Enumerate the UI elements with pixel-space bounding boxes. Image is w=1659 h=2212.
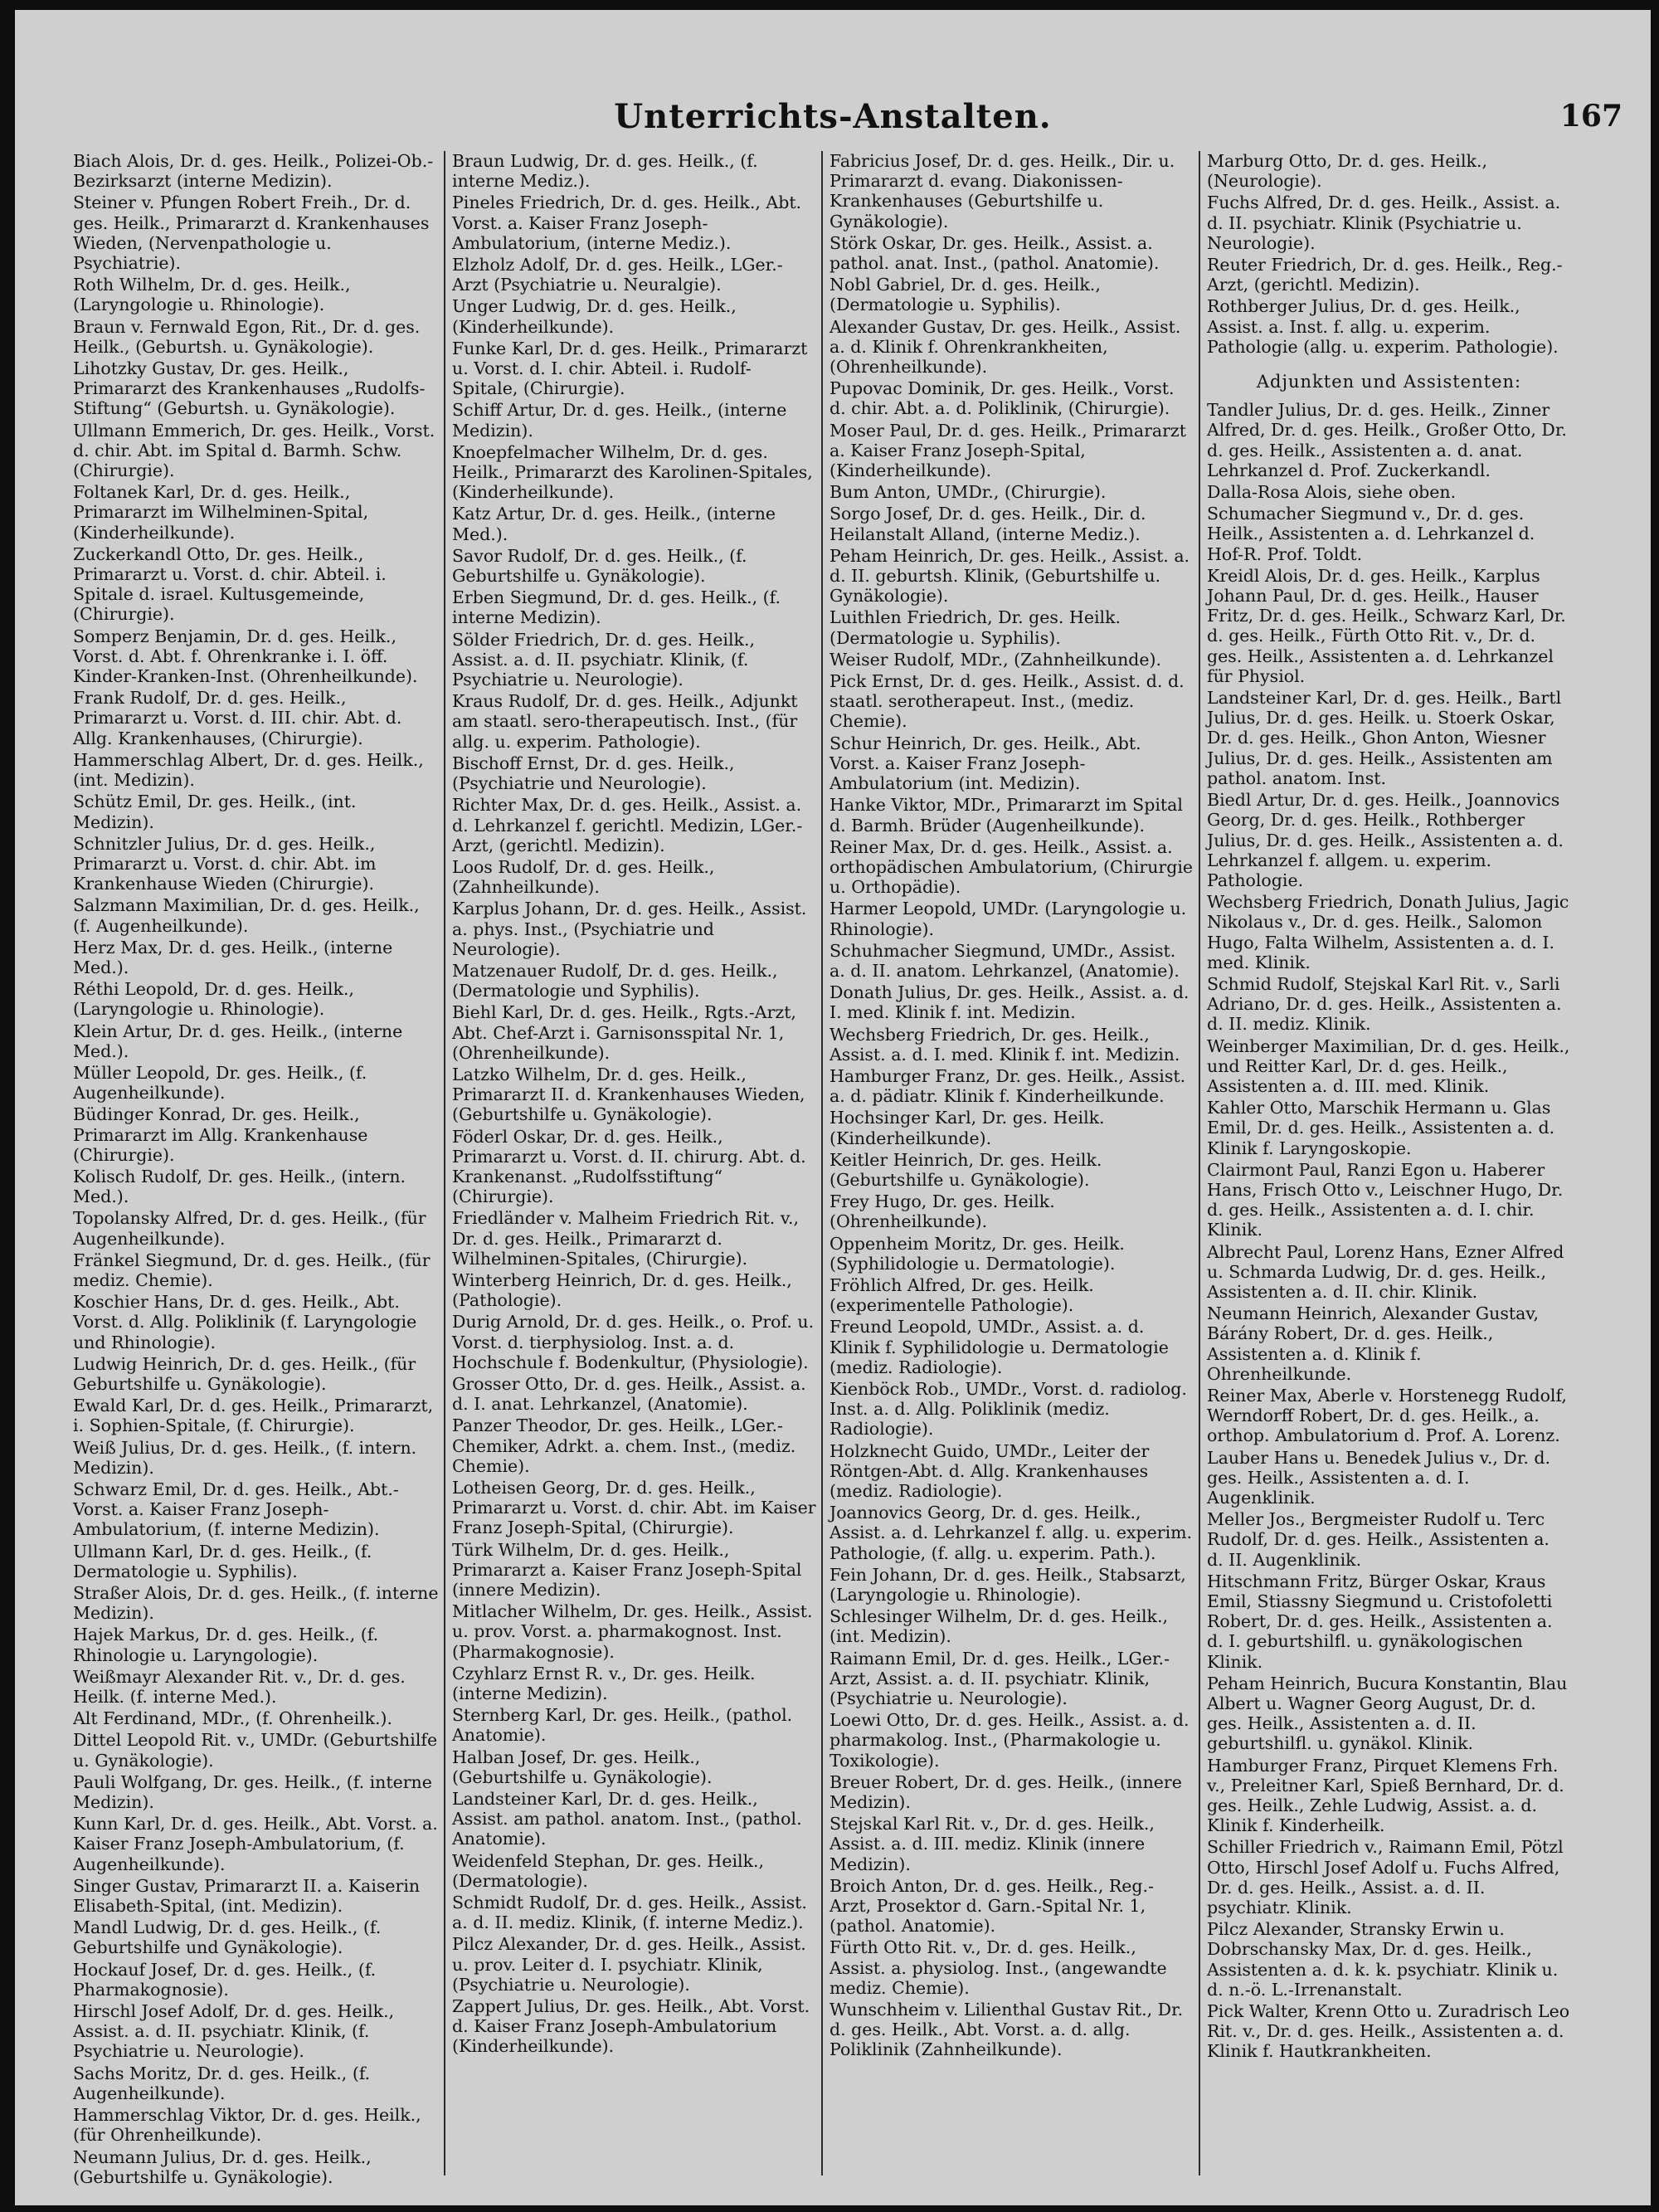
directory-entry: Pauli Wolfgang, Dr. ges. Heilk., (f. interne Medizin). (73, 1771, 432, 1813)
directory-entry: Zuckerkandl Otto, Dr. ges. Heilk., Primararzt u. Vorst. d. chir. Abteil. i. Spitale d. israel. Kultusgemeinde, (Chirurgie). (73, 543, 387, 625)
directory-entry: Marburg Otto, Dr. d. ges. Heilk., (Neurologie). (1207, 151, 1487, 192)
directory-entry: Luithlen Friedrich, Dr. ges. Heilk. (Dermatologie u. Syphilis). (830, 607, 1121, 648)
directory-entry: Stejskal Karl Rit. v., Dr. d. ges. Heilk., Assist. a. d. III. mediz. Klinik (innere Medizin). (830, 1814, 1155, 1874)
directory-entry: Hammerschlag Viktor, Dr. d. ges. Heilk., (für Ohrenheilkunde). (73, 2105, 421, 2146)
directory-entry: Meller Jos., Bergmeister Rudolf u. Terc Rudolf, Dr. d. ges. Heilk., Assistenten a. d. II. Augenklinik. (1207, 1509, 1550, 1570)
directory-entry: Richter Max, Dr. d. ges. Heilk., Assist. a. d. Lehrkanzel f. gerichtl. Medizin, LGer.-Arzt, (gerichtl. Medizin). (452, 795, 803, 855)
directory-entry: Alexander Gustav, Dr. ges. Heilk., Assist. a. d. Klinik f. Ohrenkrankheiten, (Ohrenheilkunde). (830, 316, 1181, 378)
directory-entry: Reiner Max, Aberle v. Horstenegg Rudolf, Werndorff Robert, Dr. d. ges. Heilk., a. orthop. Ambulatorium d. Prof. A. Lorenz. (1207, 1385, 1567, 1446)
directory-entry: Clairmont Paul, Ranzi Egon u. Haberer Hans, Frisch Otto v., Leischner Hugo, Dr. d. ges. Heilk., Assistenten a. d. I. chir. Klinik. (1207, 1159, 1564, 1240)
directory-entry: Kreidl Alois, Dr. d. ges. Heilk., Karplus Johann Paul, Dr. d. ges. Heilk., Hauser Fritz, Dr. d. ges. Heilk., Schwarz Karl, Dr. d. ges. Heilk., Fürth Otto Rit. v., Dr. d. ges. Heilk., Assistenten a. d. Lehrkanzel für Physiol. (1207, 565, 1566, 686)
directory-entry: Schwarz Emil, Dr. d. ges. Heilk., Abt.-Vorst. a. Kaiser Franz Joseph-Ambulatorium, (f. interne Medizin). (73, 1479, 399, 1540)
directory-entry: Loos Rudolf, Dr. d. ges. Heilk., (Zahnheilkunde). (452, 856, 715, 898)
directory-entry: Peham Heinrich, Dr. ges. Heilk., Assist. a. d. II. geburtsh. Klinik, (Geburtshilfe u. Gynäkologie). (830, 545, 1190, 607)
directory-entry: Pupovac Dominik, Dr. ges. Heilk., Vorst. d. chir. Abt. a. d. Poliklinik, (Chirurgie). (830, 378, 1175, 419)
directory-entry: Hamburger Franz, Pirquet Klemens Frh. v., Preleitner Karl, Spieß Bernhard, Dr. d. ges. Heilk., Zehle Ludwig, Assist. a. d. Klinik f. Kinderheilk. (1207, 1755, 1564, 1836)
directory-entry: Straßer Alois, Dr. d. ges. Heilk., (f. interne Medizin). (73, 1583, 439, 1624)
directory-entry: Fröhlich Alfred, Dr. ges. Heilk. (experimentelle Pathologie). (830, 1274, 1094, 1316)
directory-entry: Hamburger Franz, Dr. ges. Heilk., Assist. a. d. pädiatr. Klinik f. Kinderheilkunde. (830, 1065, 1186, 1107)
directory-entry: Wechsberg Friedrich, Donath Julius, Jagic Nikolaus v., Dr. d. ges. Heilk., Salomon Hugo, Falta Wilhelm, Assistenten a. d. I. med. Klinik. (1207, 892, 1569, 972)
directory-entry: Müller Leopold, Dr. ges. Heilk., (f. Augenheilkunde). (73, 1062, 367, 1104)
directory-entry: Joannovics Georg, Dr. d. ges. Heilk., Assist. a. d. Lehrkanzel f. allg. u. experim. Pathologie, (f. allg. u. experim. Path.). (830, 1503, 1193, 1563)
directory-entry: Wunschheim v. Lilienthal Gustav Rit., Dr. d. ges. Heilk., Abt. Vorst. a. d. allg. Poliklinik (Zahnheilkunde). (830, 2000, 1184, 2060)
directory-entry: Kienböck Rob., UMDr., Vorst. d. radiolog. Inst. a. d. Allg. Poliklinik (mediz. Radiologie). (830, 1378, 1187, 1440)
directory-entry: Knoepfelmacher Wilhelm, Dr. d. ges. Heilk., Primararzt des Karolinen-Spitales, (Kinderheilkunde). (452, 441, 813, 503)
directory-entry: Biedl Artur, Dr. d. ges. Heilk., Joannovics Georg, Dr. d. ges. Heilk., Rothberger Julius, Dr. d. ges. Heilk., Assistenten a. d. Lehrkanzel f. allgem. u. experim. Pathologie. (1207, 790, 1564, 890)
directory-entry: Türk Wilhelm, Dr. d. ges. Heilk., Primararzt a. Kaiser Franz Joseph-Spital (innere Medizin). (452, 1539, 802, 1601)
directory-entry: Sölder Friedrich, Dr. d. ges. Heilk., Assist. a. d. II. psychiatr. Klinik, (f. Psychiatrie u. Neurologie). (452, 629, 755, 690)
directory-entry: Elzholz Adolf, Dr. d. ges. Heilk., LGer.-Arzt (Psychiatrie u. Neuralgie). (452, 255, 783, 295)
directory-entry: Lauber Hans u. Benedek Julius v., Dr. d. ges. Heilk., Assistenten a. d. I. Augenklinik. (1207, 1447, 1551, 1508)
directory-entry: Pineles Friedrich, Dr. d. ges. Heilk., Abt. Vorst. a. Kaiser Franz Joseph-Ambulatorium, (interne Mediz.). (452, 192, 802, 253)
page-header (15, 97, 1651, 147)
directory-entry: Donath Julius, Dr. ges. Heilk., Assist. a. d. I. med. Klinik f. int. Medizin. (830, 982, 1190, 1023)
directory-entry: Réthi Leopold, Dr. d. ges. Heilk., (Laryngologie u. Rhinologie). (73, 979, 354, 1020)
directory-entry: Lotheisen Georg, Dr. d. ges. Heilk., Primararzt u. Vorst. d. chir. Abt. im Kaiser Franz Joseph-Spital, (Chirurgie). (452, 1478, 816, 1538)
directory-entry: Weidenfeld Stephan, Dr. ges. Heilk., (Dermatologie). (452, 1850, 765, 1891)
directory-entry: Fein Johann, Dr. d. ges. Heilk., Stabsarzt, (Laryngologie u. Rhinologie). (830, 1564, 1186, 1605)
directory-entry: Hitschmann Fritz, Bürger Oskar, Kraus Emil, Stiassny Siegmund u. Cristofoletti Robert, Dr. d. ges. Heilk., Assistenten a. d. I. geburtshilfl. u. gynäkologischen Klinik. (1207, 1571, 1553, 1672)
directory-entry: Breuer Robert, Dr. d. ges. Heilk., (innere Medizin). (830, 1771, 1182, 1813)
directory-entry: Salzmann Maximilian, Dr. d. ges. Heilk., (f. Augenheilkunde). (73, 895, 420, 936)
directory-entry: Braun v. Fernwald Egon, Rit., Dr. d. ges. Heilk., (Geburtsh. u. Gynäkologie). (73, 316, 421, 357)
directory-entry: Schiff Artur, Dr. d. ges. Heilk., (interne Medizin). (452, 400, 787, 441)
directory-entry: Klein Artur, Dr. d. ges. Heilk., (interne Med.). (73, 1021, 403, 1061)
directory-entry: Hockauf Josef, Dr. d. ges. Heilk., (f. Pharmakognosie). (73, 1959, 377, 2000)
directory-entry: Hochsinger Karl, Dr. ges. Heilk. (Kinderheilkunde). (830, 1108, 1105, 1148)
directory-entry: Topolansky Alfred, Dr. d. ges. Heilk., (für Augenheilkunde). (73, 1208, 426, 1249)
directory-entry: Büdinger Konrad, Dr. ges. Heilk., Primararzt im Allg. Krankenhause (Chirurgie). (73, 1104, 368, 1165)
directory-entry: Dalla-Rosa Alois, siehe oben. (1207, 482, 1457, 503)
directory-entry: Neumann Heinrich, Alexander Gustav, Bárány Robert, Dr. d. ges. Heilk., Assistenten a. d. Klinik f. Ohrenheilkunde. (1207, 1303, 1539, 1384)
directory-entry: Hirschl Josef Adolf, Dr. d. ges. Heilk., Assist. a. d. II. psychiatr. Klinik, (f. Psychiatrie u. Neurologie). (73, 2001, 395, 2062)
directory-entry: Pilcz Alexander, Stransky Erwin u. Dobrschansky Max, Dr. d. ges. Heilk., Assistenten a. d. k. k. psychiatr. Klinik u. d. n.-ö. L.-Irrenanstalt. (1207, 1919, 1559, 2000)
directory-entry: Frank Rudolf, Dr. d. ges. Heilk., Primararzt u. Vorst. d. III. chir. Abt. d. Allg. Krankenhauses, (Chirurgie). (73, 688, 402, 748)
directory-entry: Pick Ernst, Dr. d. ges. Heilk., Assist. d. d. staatl. serotherapeut. Inst., (mediz. Chemie). (830, 671, 1185, 732)
directory-entry: Unger Ludwig, Dr. d. ges. Heilk., (Kinderheilkunde). (452, 296, 737, 337)
directory-entry: Kahler Otto, Marschik Hermann u. Glas Emil, Dr. d. ges. Heilk., Assistenten a. d. Klinik f. Laryngoskopie. (1207, 1098, 1555, 1158)
directory-entry: Schmid Rudolf, Stejskal Karl Rit. v., Sarli Adriano, Dr. d. ges. Heilk., Assistenten a. d. II. mediz. Klinik. (1207, 973, 1562, 1035)
directory-entry: Zappert Julius, Dr. ges. Heilk., Abt. Vorst. d. Kaiser Franz Joseph-Ambulatorium (Kinderheilkunde). (452, 1996, 810, 2057)
directory-entry: Czyhlarz Ernst R. v., Dr. ges. Heilk. (interne Medizin). (452, 1663, 756, 1704)
directory-entry: Halban Josef, Dr. ges. Heilk., (Geburtshilfe u. Gynäkologie). (452, 1747, 713, 1787)
directory-entry: Weiß Julius, Dr. d. ges. Heilk., (f. intern. Medizin). (73, 1437, 417, 1478)
directory-entry: Freund Leopold, UMDr., Assist. a. d. Klinik f. Syphilidologie u. Dermatologie (mediz. Radiologie). (830, 1317, 1169, 1377)
directory-entry: Sachs Moritz, Dr. d. ges. Heilk., (f. Augenheilkunde). (73, 2063, 371, 2103)
directory-entry: Dittel Leopold Rit. v., UMDr. (Geburtshilfe u. Gynäkologie). (73, 1730, 438, 1771)
directory-entry: Bischoff Ernst, Dr. d. ges. Heilk., (Psychiatrie und Neurologie). (452, 753, 735, 794)
directory-entry: Kraus Rudolf, Dr. d. ges. Heilk., Adjunkt am staatl. sero-therapeutisch. Inst., (für allg. u. experim. Pathologie). (452, 691, 798, 752)
directory-entry: Alt Ferdinand, MDr., (f. Ohrenheilk.). (73, 1708, 393, 1729)
directory-entry: Friedländer v. Malheim Friedrich Rit. v., Dr. d. ges. Heilk., Primararzt d. Wilhelminen-Spitales, (Chirurgie). (452, 1208, 800, 1269)
directory-entry: Sorgo Josef, Dr. d. ges. Heilk., Dir. d. Heilanstalt Alland, (interne Mediz.). (830, 504, 1146, 544)
directory-entry: Mandl Ludwig, Dr. d. ges. Heilk., (f. Geburtshilfe und Gynäkologie). (73, 1917, 382, 1958)
directory-entry: Roth Wilhelm, Dr. d. ges. Heilk., (Laryngologie u. Rhinologie). (73, 275, 351, 315)
directory-entry: Landsteiner Karl, Dr. d. ges. Heilk., Assist. am pathol. anatom. Inst., (pathol. Anatomie). (452, 1789, 802, 1849)
directory-entry: Steiner v. Pfungen Robert Freih., Dr. d. ges. Heilk., Primararzt d. Krankenhauses Wieden, (Nervenpathologie u. Psychiatrie). (73, 192, 430, 274)
directory-entry: Schumacher Siegmund v., Dr. d. ges. Heilk., Assistenten a. d. Lehrkanzel d. Hof-R. Prof. Toldt. (1207, 504, 1535, 564)
directory-entry: Fabricius Josef, Dr. d. ges. Heilk., Dir. u. Primararzt d. evang. Diakonissen-Krankenhauses (Geburtshilfe u. Gynäkologie). (830, 151, 1175, 231)
directory-entry: Weinberger Maximilian, Dr. d. ges. Heilk., und Reitter Karl, Dr. d. ges. Heilk., Assistenten a. d. III. med. Klinik. (1207, 1035, 1570, 1096)
directory-entry: Weißmayr Alexander Rit. v., Dr. d. ges. Heilk. (f. interne Med.). (73, 1666, 406, 1708)
page-number: 167 (1559, 99, 1623, 134)
directory-entry: Rothberger Julius, Dr. d. ges. Heilk., Assist. a. Inst. f. allg. u. experim. Pathologie (allg. u. experim. Pathologie). (1207, 296, 1559, 357)
directory-entry: Somperz Benjamin, Dr. d. ges. Heilk., Vorst. d. Abt. f. Ohrenkranke i. I. öff. Kinder-Kranken-Inst. (Ohrenheilkunde). (73, 626, 418, 687)
directory-entry: Schlesinger Wilhelm, Dr. d. ges. Heilk., (int. Medizin). (830, 1606, 1169, 1647)
directory-entry: Foltanek Karl, Dr. d. ges. Heilk., Primararzt im Wilhelminen-Spital, (Kinderheilkunde). (73, 482, 369, 543)
section-heading: Adjunkten und Assistenten: (1256, 372, 1522, 392)
directory-entry: Störk Oskar, Dr. ges. Heilk., Assist. a. pathol. anat. Inst., (pathol. Anatomie). (830, 232, 1160, 274)
running-title: Unterrichts-Anstalten. (614, 97, 1052, 136)
directory-entry: Nobl Gabriel, Dr. d. ges. Heilk., (Dermatologie u. Syphilis). (830, 275, 1101, 315)
directory-entry: Ullmann Karl, Dr. d. ges. Heilk., (f. Dermatologie u. Syphilis). (73, 1541, 372, 1581)
directory-entry: Peham Heinrich, Bucura Konstantin, Blau Albert u. Wagner Georg August, Dr. d. ges. Heilk., Assistenten a. d. II. geburtshilfl. u. gynäkol. Klinik. (1207, 1673, 1568, 1754)
directory-entry: Harmer Leopold, UMDr. (Laryngologie u. Rhinologie). (830, 899, 1187, 939)
directory-entry: Erben Siegmund, Dr. d. ges. Heilk., (f. interne Medizin). (452, 587, 781, 628)
directory-entry: Biach Alois, Dr. d. ges. Heilk., Polizei-Ob.-Bezirksarzt (interne Medizin). (73, 151, 434, 192)
directory-entry: Karplus Johann, Dr. d. ges. Heilk., Assist. a. phys. Inst., (Psychiatrie und Neurologie). (452, 899, 807, 959)
directory-entry: Holzknecht Guido, UMDr., Leiter der Röntgen-Abt. d. Allg. Krankenhauses (mediz. Radiologie). (830, 1440, 1150, 1501)
directory-entry: Oppenheim Moritz, Dr. ges. Heilk. (Syphilidologie u. Dermatologie). (830, 1233, 1125, 1274)
directory-entry: Panzer Theodor, Dr. ges. Heilk., LGer.-Chemiker, Adrkt. a. chem. Inst., (mediz. Chemie). (452, 1415, 796, 1476)
directory-entry: Ludwig Heinrich, Dr. d. ges. Heilk., (für Geburtshilfe u. Gynäkologie). (73, 1353, 416, 1394)
directory-entry: Weiser Rudolf, MDr., (Zahnheilkunde). (830, 649, 1162, 670)
directory-entry: Keitler Heinrich, Dr. ges. Heilk. (Geburtshilfe u. Gynäkologie). (830, 1149, 1102, 1190)
directory-entry: Ewald Karl, Dr. d. ges. Heilk., Primararzt, i. Sophien-Spitale, (f. Chirurgie). (73, 1396, 434, 1436)
directory-entry: Braun Ludwig, Dr. d. ges. Heilk., (f. interne Mediz.). (452, 151, 758, 192)
directory-entry: Schur Heinrich, Dr. ges. Heilk., Abt. Vorst. a. Kaiser Franz Joseph-Ambulatorium (int. Medizin). (830, 733, 1141, 794)
directory-entry: Sternberg Karl, Dr. ges. Heilk., (pathol. Anatomie). (452, 1705, 793, 1746)
directory-entry: Föderl Oskar, Dr. d. ges. Heilk., Primararzt u. Vorst. d. II. chirurg. Abt. d. Krankenanst. „Rudolfsstiftung“ (Chirurgie). (452, 1126, 806, 1207)
directory-entry: Winterberg Heinrich, Dr. d. ges. Heilk., (Pathologie). (452, 1269, 792, 1311)
directory-entry: Kolisch Rudolf, Dr. ges. Heilk., (intern. Med.). (73, 1166, 406, 1207)
directory-entry: Reuter Friedrich, Dr. d. ges. Heilk., Reg.-Arzt, (gerichtl. Medizin). (1207, 255, 1563, 295)
directory-entry: Singer Gustav, Primararzt II. a. Kaiserin Elisabeth-Spital, (int. Medizin). (73, 1875, 421, 1917)
directory-entry: Funke Karl, Dr. d. ges. Heilk., Primararzt u. Vorst. d. I. chir. Abteil. i. Rudolf-Spitale, (Chirurgie). (452, 338, 808, 399)
directory-entry: Katz Artur, Dr. d. ges. Heilk., (interne Med.). (452, 504, 776, 544)
directory-entry: Landsteiner Karl, Dr. d. ges. Heilk., Bartl Julius, Dr. d. ges. Heilk. u. Stoerk Oskar, Dr. d. ges. Heilk., Ghon Anton, Wiesner Julius, Dr. d. ges. Heilk., Assistenten am pathol. anatom. Inst. (1207, 688, 1562, 788)
directory-entry: Neumann Julius, Dr. d. ges. Heilk., (Geburtshilfe u. Gynäkologie). (73, 2146, 372, 2187)
directory-entry: Hanke Viktor, MDr., Primararzt im Spital d. Barmh. Brüder (Augenheilkunde). (830, 795, 1183, 836)
directory-entry: Hammerschlag Albert, Dr. d. ges. Heilk., (int. Medizin). (73, 749, 424, 791)
directory-entry: Grosser Otto, Dr. d. ges. Heilk., Assist. a. d. I. anat. Lehrkanzel, (Anatomie). (452, 1373, 806, 1415)
directory-entry: Tandler Julius, Dr. d. ges. Heilk., Zinner Alfred, Dr. d. ges. Heilk., Großer Otto, Dr. d. ges. Heilk., Assistenten a. d. anat. Lehrkanzel d. Prof. Zuckerkandl. (1207, 400, 1567, 480)
directory-entry: Loewi Otto, Dr. d. ges. Heilk., Assist. a. d. pharmakolog. Inst., (Pharmakologie u. Toxikologie). (830, 1710, 1190, 1771)
directory-entry: Schmidt Rudolf, Dr. d. ges. Heilk., Assist. a. d. II. mediz. Klinik, (f. interne Mediz.). (452, 1893, 807, 1933)
column-1 (66, 151, 444, 2187)
directory-entry: Lihotzky Gustav, Dr. ges. Heilk., Primararzt des Krankenhauses „Rudolfs-Stiftung“ (Geburtsh. u. Gynäkologie). (73, 358, 426, 419)
page-sheet (15, 10, 1651, 2205)
directory-entry: Fränkel Siegmund, Dr. d. ges. Heilk., (für mediz. Chemie). (73, 1250, 431, 1290)
column-3 (821, 151, 1199, 2175)
directory-entry: Moser Paul, Dr. d. ges. Heilk., Primararzt a. Kaiser Franz Joseph-Spital, (Kinderheilkunde). (830, 420, 1186, 481)
directory-entry: Herz Max, Dr. d. ges. Heilk., (interne Med.). (73, 937, 393, 977)
directory-entry: Mitlacher Wilhelm, Dr. ges. Heilk., Assist. u. prov. Vorst. a. pharmakognost. Inst. (Pharmakognosie). (452, 1601, 813, 1662)
directory-entry: Raimann Emil, Dr. d. ges. Heilk., LGer.-Arzt, Assist. a. d. II. psychiatr. Klinik, (Psychiatrie u. Neurologie). (830, 1648, 1170, 1709)
directory-entry: Reiner Max, Dr. d. ges. Heilk., Assist. a. orthopädischen Ambulatorium, (Chirurgie u. Orthopädie). (830, 836, 1194, 898)
directory-entry: Latzko Wilhelm, Dr. d. ges. Heilk., Primararzt II. d. Krankenhauses Wieden, (Geburtshilfe u. Gynäkologie). (452, 1064, 805, 1125)
directory-entry: Albrecht Paul, Lorenz Hans, Ezner Alfred u. Schmarda Ludwig, Dr. d. ges. Heilk., Assistenten a. d. II. chir. Klinik. (1207, 1241, 1564, 1302)
column-4 (1199, 151, 1576, 2175)
directory-entry: Schuhmacher Siegmund, UMDr., Assist. a. d. II. anatom. Lehrkanzel, (Anatomie). (830, 940, 1180, 981)
directory-entry: Koschier Hans, Dr. d. ges. Heilk., Abt. Vorst. d. Allg. Poliklinik (f. Laryngologie und Rhinologie). (73, 1292, 417, 1352)
directory-entry: Pick Walter, Krenn Otto u. Zuradrisch Leo Rit. v., Dr. d. ges. Heilk., Assistenten a. d. Klinik f. Hautkrankheiten. (1207, 2001, 1570, 2062)
directory-entry: Schiller Friedrich v., Raimann Emil, Pötzl Otto, Hirschl Josef Adolf u. Fuchs Alfred, Dr. d. ges. Heilk., Assist. a. d. II. psychiatr. Klinik. (1207, 1837, 1564, 1918)
directory-entry: Schütz Emil, Dr. ges. Heilk., (int. Medizin). (73, 792, 357, 832)
directory-entry: Durig Arnold, Dr. d. ges. Heilk., o. Prof. u. Vorst. d. tierphysiolog. Inst. a. d. Hochschule f. Bodenkultur, (Physiologie). (452, 1312, 815, 1372)
directory-entry: Hajek Markus, Dr. d. ges. Heilk., (f. Rhinologie u. Laryngologie). (73, 1625, 379, 1665)
directory-entry: Matzenauer Rudolf, Dr. d. ges. Heilk., (Dermatologie und Syphilis). (452, 960, 778, 1001)
directory-entry: Broich Anton, Dr. d. ges. Heilk., Reg.-Arzt, Prosektor d. Garn.-Spital Nr. 1, (pathol. Anatomie). (830, 1875, 1154, 1937)
directory-entry: Frey Hugo, Dr. ges. Heilk. (Ohrenheilkunde). (830, 1191, 1055, 1232)
directory-entry: Schnitzler Julius, Dr. d. ges. Heilk., Primararzt u. Vorst. d. chir. Abt. im Krankenhause Wieden (Chirurgie). (73, 833, 377, 894)
column-2 (444, 151, 821, 2175)
directory-entry: Ullmann Emmerich, Dr. ges. Heilk., Vorst. d. chir. Abt. im Spital d. Barmh. Schw. (Chirurgie). (73, 420, 435, 481)
text-columns (66, 151, 1641, 2187)
directory-entry: Kunn Karl, Dr. d. ges. Heilk., Abt. Vorst. a. Kaiser Franz Joseph-Ambulatorium, (f. Augenheilkunde). (73, 1814, 438, 1874)
directory-entry: Biehl Karl, Dr. d. ges. Heilk., Rgts.-Arzt, Abt. Chef-Arzt i. Garnisonsspital Nr. 1, (Ohrenheilkunde). (452, 1002, 796, 1063)
directory-entry: Pilcz Alexander, Dr. d. ges. Heilk., Assist. u. prov. Leiter d. I. psychiatr. Klinik, (Psychiatrie u. Neurologie). (452, 1934, 806, 1995)
directory-entry: Fuchs Alfred, Dr. d. ges. Heilk., Assist. a. d. II. psychiatr. Klinik (Psychiatrie u. Neurologie). (1207, 192, 1561, 253)
directory-entry: Bum Anton, UMDr., (Chirurgie). (830, 482, 1107, 503)
directory-entry: Fürth Otto Rit. v., Dr. d. ges. Heilk., Assist. a. physiolog. Inst., (angewandte mediz. Chemie). (830, 1937, 1167, 1998)
directory-entry: Savor Rudolf, Dr. d. ges. Heilk., (f. Geburtshilfe u. Gynäkologie). (452, 545, 747, 587)
directory-entry: Wechsberg Friedrich, Dr. ges. Heilk., Assist. a. d. I. med. Klinik f. int. Medizin. (830, 1024, 1180, 1065)
